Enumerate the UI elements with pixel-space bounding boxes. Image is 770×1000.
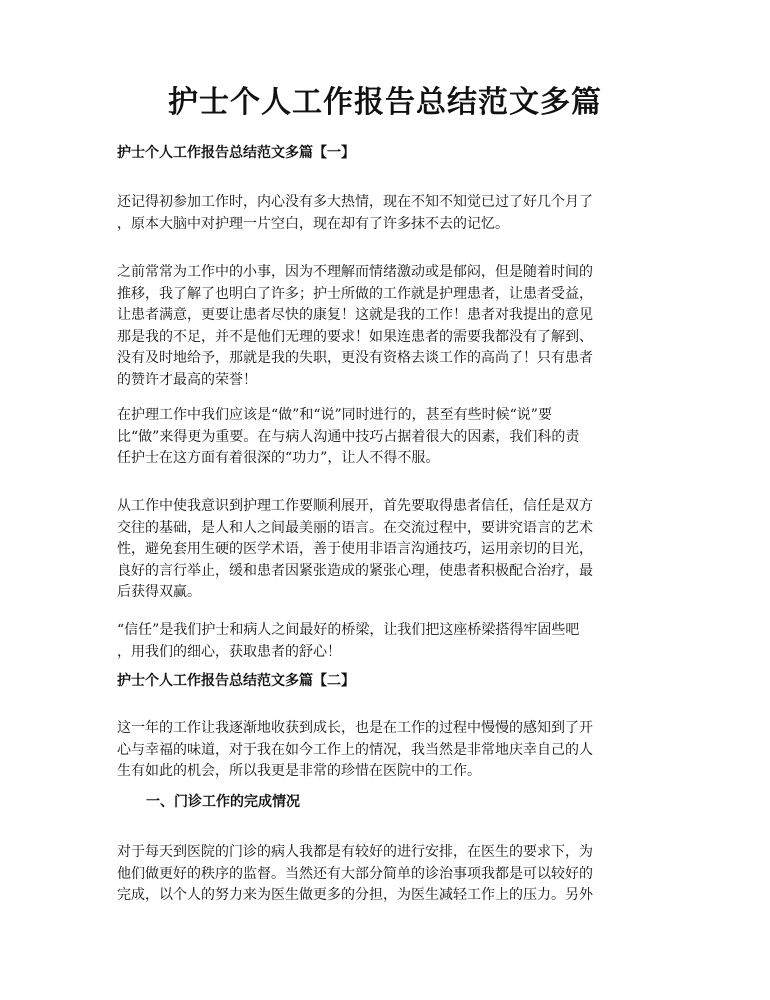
text-line: 那是我的不足，并不是他们无理的要求！如果连患者的需要我都没有了解到、 [117, 328, 593, 345]
subsection-heading: 一、门诊工作的完成情况 [146, 794, 300, 810]
text-line: 性，避免套用生硬的医学术语，善于使用非语言沟通技巧，运用亲切的目光， [117, 541, 593, 557]
text-line: 比“做”来得更为重要。在与病人沟通中技巧占据着很大的因素，我们科的责 [117, 428, 580, 445]
text-line: 完成，以个人的努力来为医生做更多的分担，为医生减轻工作上的压力。另外 [117, 887, 593, 903]
text-line: 任护士在这方面有着很深的“功力”，让人不得不服。 [117, 450, 440, 466]
text-line: 交往的基础，是人和人之间最美丽的语言。在交流过程中，要讲究语言的艺术 [117, 519, 593, 536]
text-line: 让患者满意，更要让患者尽快的康复！这就是我的工作！患者对我提出的意见 [117, 307, 593, 323]
text-line: 之前常常为工作中的小事，因为不理解而情绪激动或是郁闷，但是随着时间的 [117, 264, 593, 280]
text-line: ，用我们的细心，获取患者的舒心！ [117, 643, 341, 660]
paragraph-5 [117, 620, 645, 663]
text-line: 生有如此的机会，所以我更是非常的珍惜在医院中的工作。 [117, 763, 481, 779]
text-line: 没有及时地给予，那就是我的失职，更没有资格去谈工作的高尚了！只有患者 [117, 350, 593, 366]
text-line: 良好的言行举止，缓和患者因紧张造成的紧张心理，使患者积极配合治疗，最 [117, 562, 593, 579]
paragraph-4 [117, 496, 645, 604]
text-line: ，原本大脑中对护理一片空白，现在却有了许多抹不去的记忆。 [117, 215, 509, 232]
text-line: 在护理工作中我们应该是“做”和“说”同时进行的，甚至有些时候“说”要 [117, 407, 552, 423]
text-line: 心与幸福的味道，对于我在如今工作上的情况，我当然是非常地庆幸自己的人 [117, 741, 593, 758]
text-line: 的赞许才最高的荣誉！ [117, 371, 257, 388]
paragraph-6 [117, 718, 645, 783]
text-line: 还记得初参加工作时，内心没有多大热情，现在不知不知觉已过了好几个月了 [117, 194, 593, 210]
paragraph-7 [117, 842, 645, 907]
text-line: 从工作中使我意识到护理工作要顺利展开，首先要取得患者信任，信任是双方 [117, 498, 593, 514]
document-title: 护士个人工作报告总结范文多篇 [168, 85, 602, 120]
paragraph-3 [117, 405, 645, 470]
text-line: 这一年的工作让我逐渐地收获到成长，也是在工作的过程中慢慢的感知到了开 [117, 720, 593, 736]
section-heading-2: 护士个人工作报告总结范文多篇【二】 [117, 673, 355, 689]
text-line: 后获得双赢。 [117, 584, 201, 600]
text-line: “信任”是我们护士和病人之间最好的桥梁，让我们把这座桥梁搭得牢固些吧 [117, 622, 580, 638]
section-heading-1: 护士个人工作报告总结范文多篇【一】 [117, 145, 355, 161]
paragraph-2 [117, 262, 645, 391]
paragraph-1 [117, 192, 645, 235]
text-line: 推移，我了解了也明白了许多；护士所做的工作就是护理患者，让患者受益， [117, 285, 593, 302]
text-line: 他们做更好的秩序的监督。当然还有大部分简单的诊治事项我都是可以较好的 [117, 865, 593, 882]
text-line: 对于每天到医院的门诊的病人我都是有较好的进行安排，在医生的要求下，为 [117, 844, 593, 860]
